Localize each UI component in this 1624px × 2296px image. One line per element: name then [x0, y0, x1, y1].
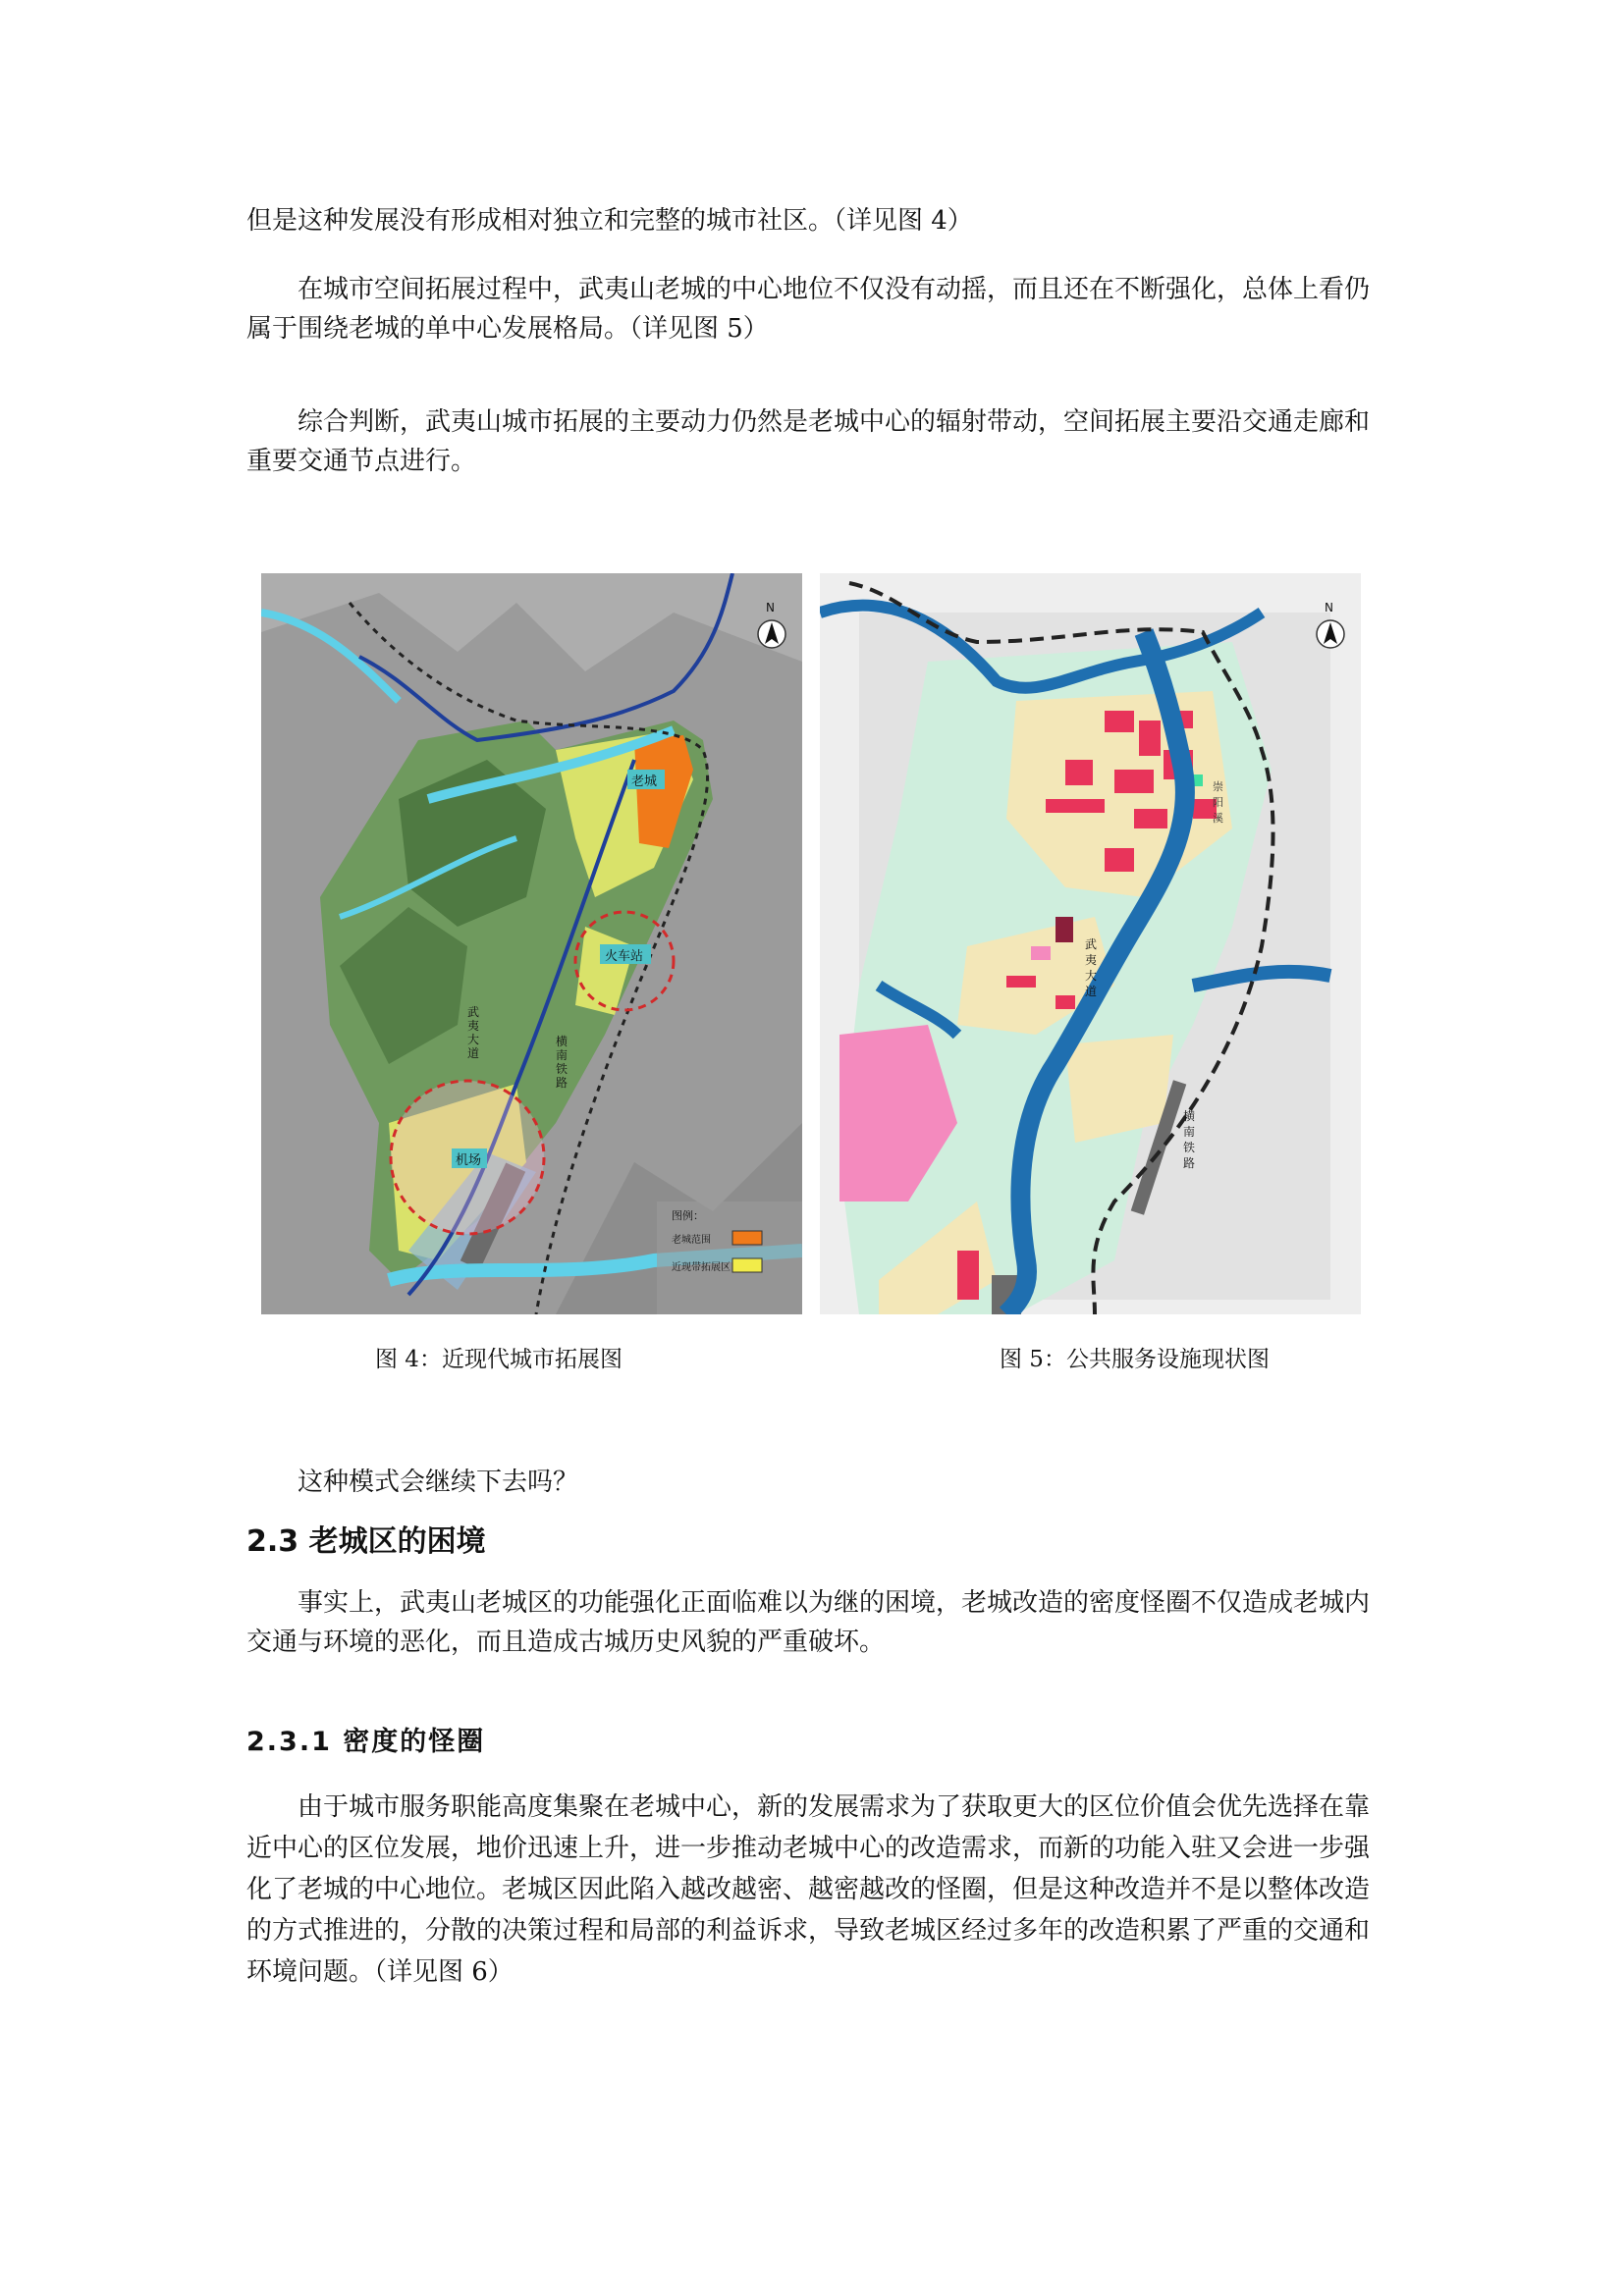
section-heading: 2.3 老城区的困境 [246, 1524, 486, 1559]
subsection-heading: 2.3.1 密度的怪圈 [246, 1727, 486, 1757]
figure-4-map [261, 573, 802, 1314]
figure-5-map [820, 573, 1361, 1314]
figure-4-caption: 图 4：近现代城市拓展图 [375, 1347, 623, 1372]
paragraph-1: 但是这种发展没有形成相对独立和完整的城市社区。（详见图 4） [246, 206, 973, 236]
avenue-label: 武夷大道 [467, 1005, 480, 1060]
train-station-label: 火车站 [605, 949, 644, 964]
paragraph-4: 这种模式会继续下去吗？ [298, 1468, 579, 1497]
north-arrow-label: N [766, 601, 775, 614]
north-arrow-label: N [1325, 601, 1333, 614]
old-city-label: 老城 [631, 774, 658, 789]
paragraph-6: 由于城市服务职能高度集聚在老城中心，新的发展需求为了获取更大的区位价值会优先选择在靠近中心的区位发展，地价迅速上升，进一步推动老城中心的改造需求，而新的功能入驻又会进一步强化了老城的中心地位。老城区因此陷入越改越密、越密越改的怪圈，但是这种改造并不是以整体改造的方式推进的，分散的决策过程和局部的利益诉求，导致老城区经过多年的改造积累了严重的交通和环境问题。（详见图 6） [246, 1792, 1371, 1987]
airport-label: 机场 [456, 1153, 482, 1168]
figure-5-caption: 图 5：公共服务设施现状图 [1000, 1347, 1270, 1372]
legend-item-old-city: 老城范围 [672, 1235, 711, 1246]
paragraph-2: 在城市空间拓展过程中，武夷山老城的中心地位不仅没有动摇，而且还在不断强化，总体上看仍属于围绕老城的单中心发展格局。（详见图 5） [246, 275, 1371, 344]
legend-item-expansion: 近现带拓展区 [672, 1262, 731, 1273]
river-label: 崇阳溪 [1213, 780, 1223, 825]
railway-label: 横南铁路 [556, 1035, 568, 1090]
railway-label: 横南铁路 [1183, 1109, 1196, 1170]
paragraph-3: 综合判断，武夷山城市拓展的主要动力仍然是老城中心的辐射带动，空间拓展主要沿交通走廊和重要交通节点进行。 [246, 407, 1371, 476]
legend-title: 图例： [672, 1209, 704, 1222]
avenue-label: 武夷大道 [1085, 937, 1098, 998]
paragraph-5: 事实上，武夷山老城区的功能强化正面临难以为继的困境，老城改造的密度怪圈不仅造成老城内交通与环境的恶化，而且造成古城历史风貌的严重破坏。 [246, 1588, 1371, 1657]
